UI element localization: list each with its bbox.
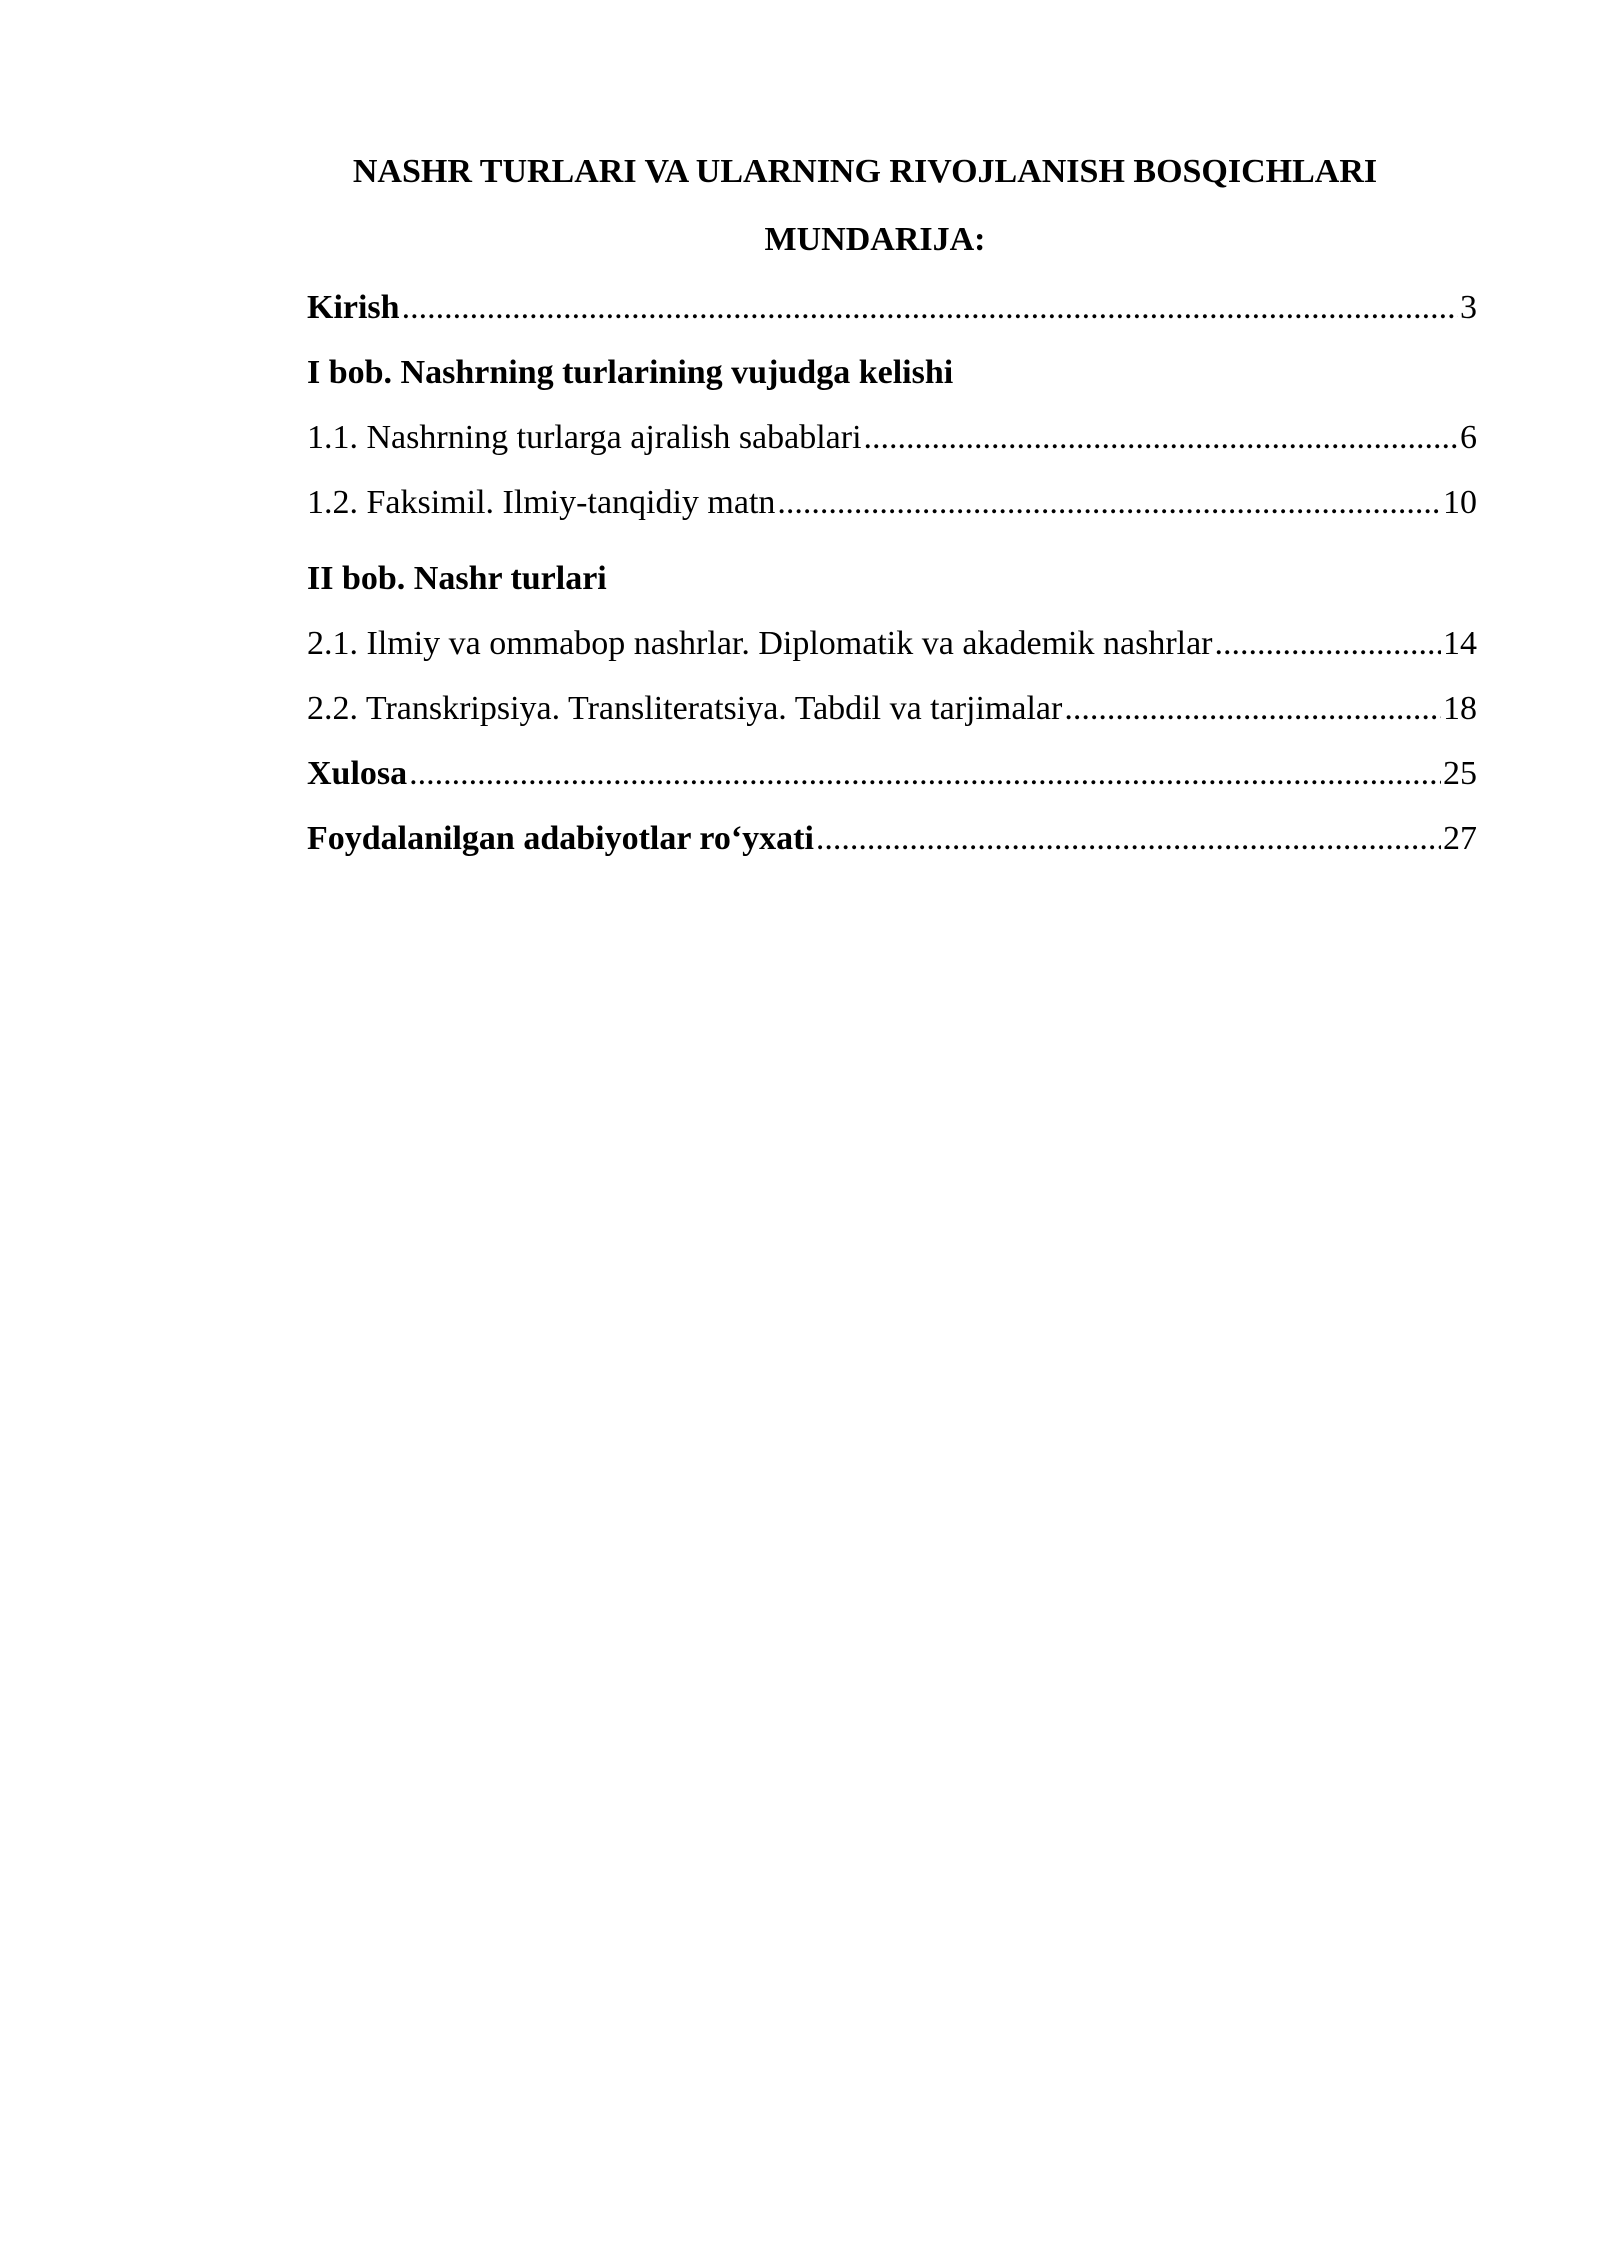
toc-entry-page: 6 [1460, 419, 1477, 456]
toc-dot-leader [1215, 622, 1442, 666]
toc-entry-xulosa[interactable] [307, 752, 1477, 796]
toc-entry-label: 1.2. Faksimil. Ilmiy-tanqidiy matn [307, 484, 776, 521]
toc-entry-page: 18 [1443, 690, 1477, 727]
toc-entry-label: 2.2. Transkripsiya. Transliteratsiya. Tabdil va tarjimalar [307, 690, 1063, 727]
toc-entry-page: 3 [1460, 289, 1477, 326]
toc-entry-label: 2.1. Ilmiy va ommabop nashrlar. Diplomatik va akademik nashrlar [307, 625, 1213, 662]
toc-chapter-2[interactable] [307, 557, 1477, 601]
toc-dot-leader [402, 286, 1458, 330]
document-title: NASHR TURLARI VA ULARNING RIVOJLANISH BOSQICHLARI [352, 153, 1378, 190]
toc-entry-page: 25 [1443, 755, 1477, 792]
toc-entry-1-1[interactable] [307, 416, 1477, 460]
toc-dot-leader [777, 481, 1441, 525]
toc-entry-2-2[interactable] [307, 687, 1477, 731]
toc-heading: MUNDARIJA: [764, 221, 986, 258]
toc-dot-leader [864, 416, 1458, 460]
toc-entry-bibliography[interactable] [307, 817, 1477, 861]
toc-chapter-label: II bob. Nashr turlari [307, 560, 607, 597]
toc-entry-page: 10 [1443, 484, 1477, 521]
toc-entry-page: 14 [1443, 625, 1477, 662]
toc-dot-leader [816, 817, 1441, 861]
toc-entry-label: Foydalanilgan adabiyotlar ro‘yxati [307, 820, 814, 857]
toc-entry-label: Kirish [307, 289, 400, 326]
toc-entry-kirish[interactable] [307, 286, 1477, 330]
toc-entry-2-1[interactable] [307, 622, 1477, 666]
toc-entry-page: 27 [1443, 820, 1477, 857]
toc-dot-leader [409, 752, 1441, 796]
toc-entry-1-2[interactable] [307, 481, 1477, 525]
toc-entry-label: Xulosa [307, 755, 408, 792]
toc-chapter-label: I bob. Nashrning turlarining vujudga kelishi [307, 354, 954, 391]
toc-chapter-1[interactable] [307, 351, 1477, 395]
toc-entry-label: 1.1. Nashrning turlarga ajralish sabablari [307, 419, 862, 456]
toc-dot-leader [1064, 687, 1441, 731]
